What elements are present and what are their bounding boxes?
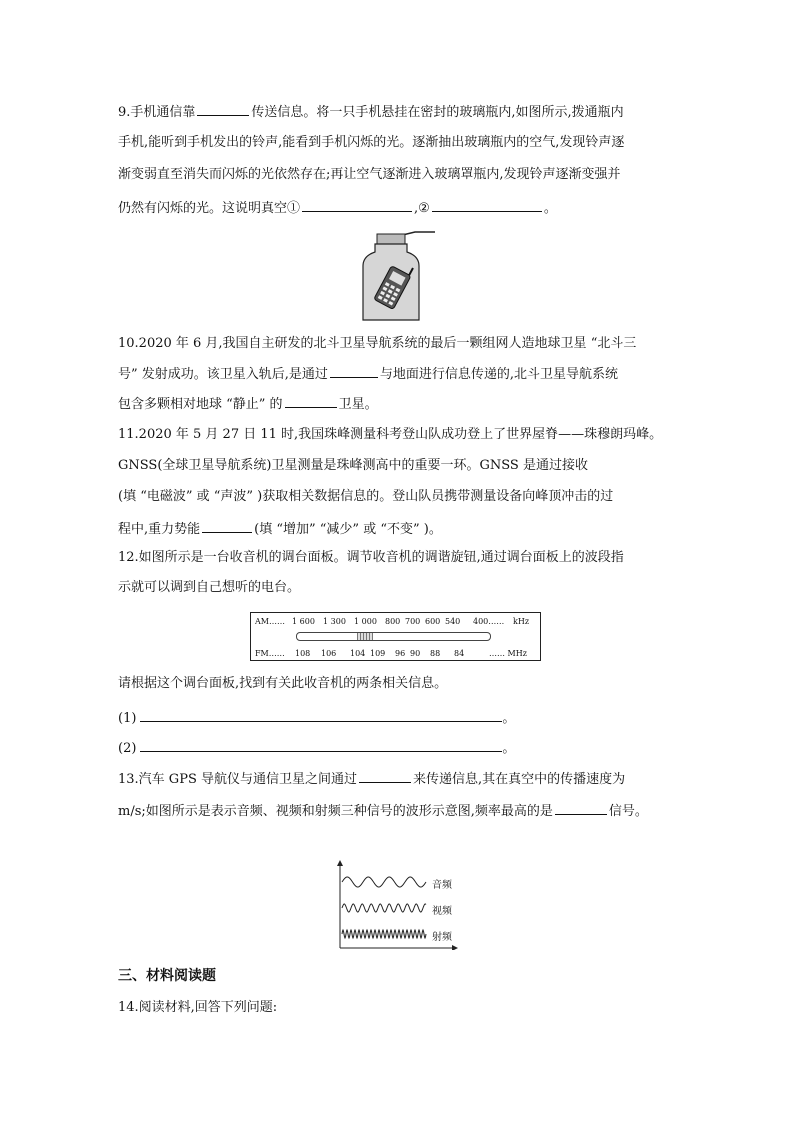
q13-line-2 (118, 800, 648, 822)
q14-line-1: 14.阅读材料,回答下列问题: (118, 1000, 278, 1015)
q13-text-1a: 13.汽车 GPS 导航仪与通信卫星之间通过 (118, 772, 357, 787)
q10-line-1: 10.2020 年 6 月,我国自主研发的北斗卫星导航系统的最后一颗组网人造地球卫星 “北斗三 (118, 336, 637, 351)
tuner-am-value: 400…… (473, 617, 505, 626)
tuner-fm-label: FM…… (255, 649, 285, 658)
tuner-fm-value: 106 (321, 649, 337, 658)
q9-blank-1[interactable] (197, 101, 249, 116)
q10-line-3 (118, 393, 378, 415)
q10-blank-2[interactable] (285, 393, 337, 408)
audio-wave (342, 877, 426, 887)
q9-line-3: 渐变弱直至消失而闪烁的光依然存在;再让空气逐渐进入玻璃罩瓶内,发现铃声逐渐变强并 (118, 167, 621, 182)
q12-answer-1 (118, 707, 515, 729)
q12-line-2: 示就可以调到自己想听的电台。 (118, 580, 301, 595)
bell-jar-figure (355, 226, 437, 324)
q9-blank-2[interactable] (302, 197, 412, 212)
q11-line-4 (118, 518, 442, 540)
tuner-am-label: AM…… (255, 617, 285, 626)
q12-line-1: 12.如图所示是一台收音机的调台面板。调节收音机的调谐旋钮,通过调台面板上的波段指 (118, 550, 624, 565)
q12-answer-2-blank[interactable] (140, 737, 502, 752)
tuner-am-value: 540 (445, 617, 461, 626)
q12-answer-1-label: (1) (118, 711, 137, 726)
q10-blank-1[interactable] (330, 363, 378, 378)
wave-label-rf: 射频 (432, 932, 452, 943)
q9-text-4a: 仍然有闪烁的光。这说明真空① (118, 201, 301, 216)
q13-blank-1[interactable] (359, 768, 411, 783)
tuner-am-value: 1 600 (292, 617, 315, 626)
tuner-am-unit: kHz (513, 617, 530, 626)
video-wave (342, 904, 426, 912)
tuner-fm-value: 84 (454, 649, 465, 658)
q12-answer-2-end: 。 (502, 741, 516, 756)
q11-blank-1[interactable] (202, 518, 252, 533)
section-title: 三、材料阅读题 (118, 968, 216, 984)
tuner-am-row (255, 617, 285, 626)
q9-text-1a: 9.手机通信靠 (118, 105, 196, 120)
q13-text-2b: 信号。 (608, 804, 648, 819)
rf-wave (342, 930, 426, 938)
tuner-fm-unit: …… MHz (489, 649, 527, 658)
q10-text-2b: 与地面进行信息传递的,北斗卫星导航系统 (379, 367, 619, 382)
q10-line-2 (118, 363, 618, 385)
q11-text-4a: 程中,重力势能 (118, 522, 201, 537)
q12-answer-2 (118, 737, 515, 759)
q11-text-4b: (填 “增加” “减少” 或 “不变” )。 (254, 522, 442, 537)
q12-answer-2-label: (2) (118, 741, 137, 756)
q9-text-1b: 传送信息。将一只手机悬挂在密封的玻璃瓶内,如图所示,拨通瓶内 (251, 105, 624, 120)
tuner-pointer[interactable] (357, 633, 373, 640)
tuner-fm-row (255, 649, 285, 658)
tuner-fm-value: 88 (430, 649, 441, 658)
tuner-am-value: 600 (425, 617, 441, 626)
q13-line-1 (118, 768, 625, 790)
q13-text-2a: m/s;如图所示是表示音频、视频和射频三种信号的波形示意图,频率最高的是 (118, 804, 553, 819)
q11-line-1: 11.2020 年 5 月 27 日 11 时,我国珠峰测量科考登山队成功登上了世界屋脊——珠穆朗玛峰。 (118, 427, 663, 442)
q9-line-4 (118, 197, 557, 219)
q12-answer-1-end: 。 (502, 711, 516, 726)
q10-text-3b: 卫星。 (338, 397, 378, 412)
q9-blank-3[interactable] (432, 197, 542, 212)
q13-blank-2[interactable] (555, 800, 607, 815)
tuner-am-value: 700 (405, 617, 421, 626)
tuner-fm-value: 96 (395, 649, 406, 658)
tuner-am-value: 800 (385, 617, 401, 626)
q11-line-2: GNSS(全球卫星导航系统)卫星测量是珠峰测高中的重要一环。GNSS 是通过接收 (118, 458, 588, 473)
tuner-fm-value: 109 (370, 649, 386, 658)
tuner-fm-value: 108 (295, 649, 311, 658)
tuner-fm-value: 104 (350, 649, 366, 658)
tuner-am-value: 1 300 (323, 617, 346, 626)
wave-label-audio: 音频 (432, 880, 452, 891)
q10-text-2a: 号” 发射成功。该卫星入轨后,是通过 (118, 367, 328, 382)
q10-text-3a: 包含多颗相对地球 “静止” 的 (118, 397, 283, 412)
q9-line-1 (118, 101, 624, 123)
q9-line-2: 手机,能听到手机发出的铃声,能看到手机闪烁的光。逐渐抽出玻璃瓶内的空气,发现铃声逐 (118, 135, 625, 150)
tuner-am-value: 1 000 (354, 617, 377, 626)
radio-tuner-panel (250, 612, 541, 661)
q12-answer-1-blank[interactable] (140, 707, 502, 722)
tuner-fm-value: 90 (410, 649, 421, 658)
q9-text-4b: ,② (414, 201, 430, 216)
q13-text-1b: 来传递信息,其在真空中的传播速度为 (412, 772, 626, 787)
q9-text-4c: 。 (543, 201, 557, 216)
tuner-dial-slot (296, 632, 491, 641)
q12-line-3: 请根据这个调台面板,找到有关此收音机的两条相关信息。 (118, 676, 448, 691)
wave-label-video: 视频 (432, 906, 452, 917)
q11-line-3: (填 “电磁波” 或 “声波” )获取相关数据信息的。登山队员携带测量设备向峰顶冲击的过 (118, 489, 614, 504)
